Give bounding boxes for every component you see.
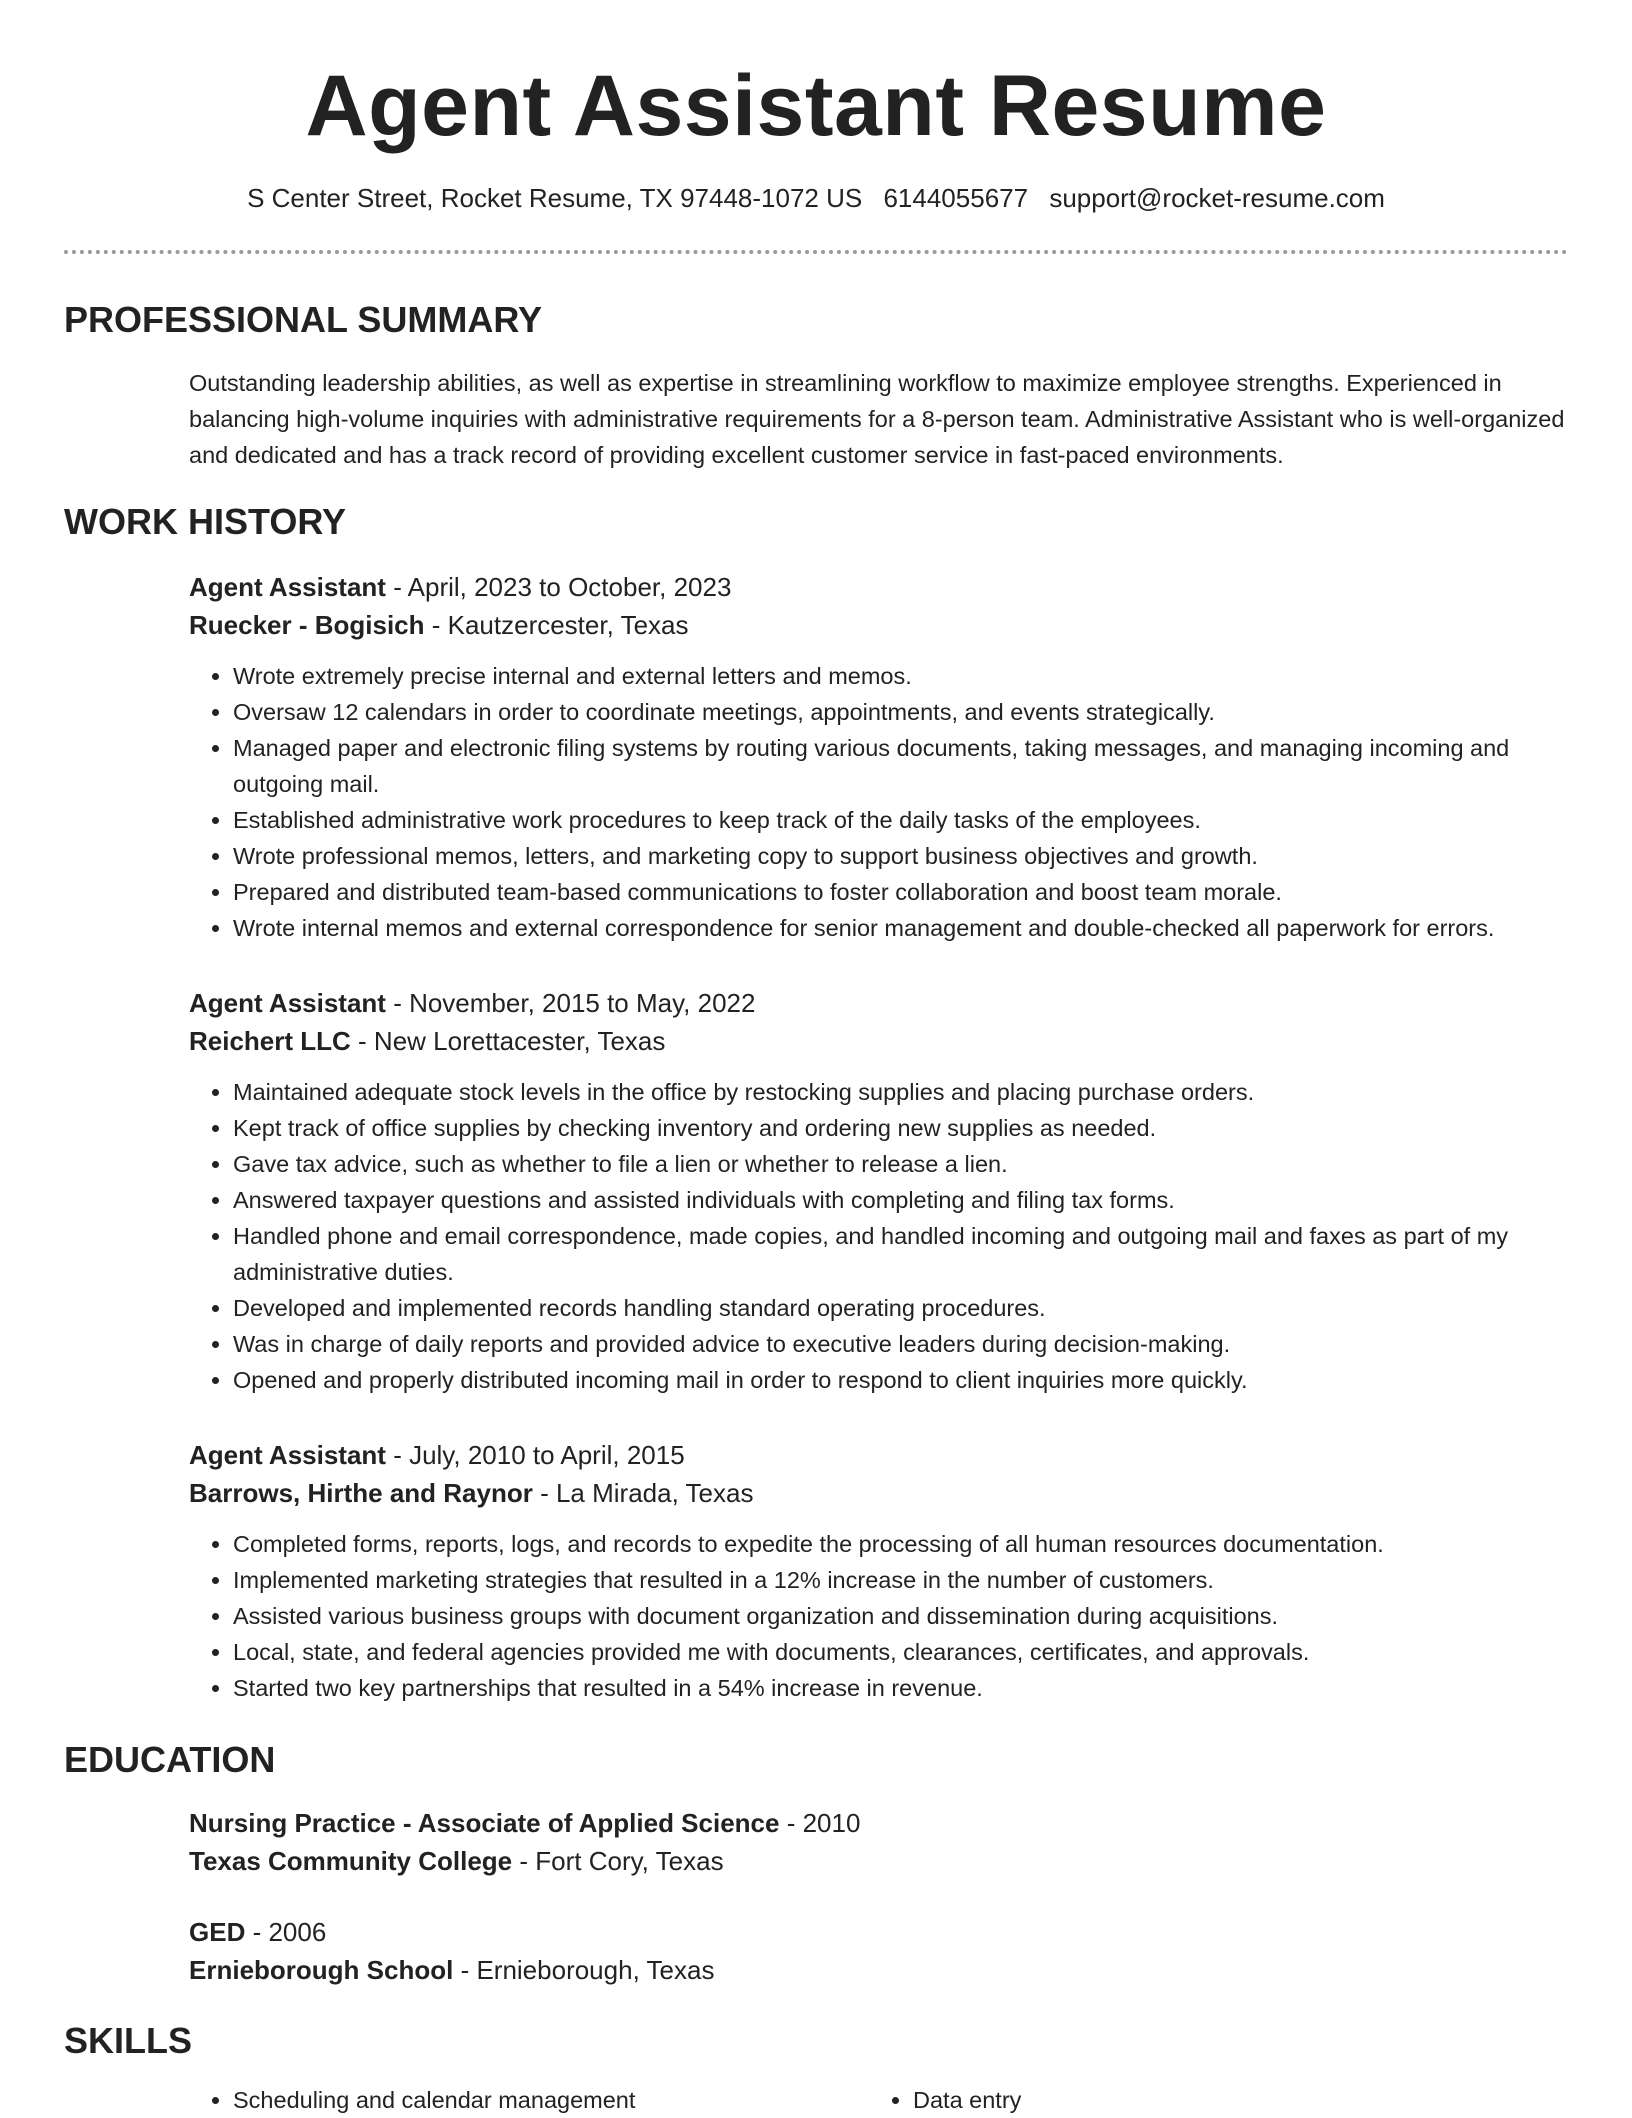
job-title-line [189, 984, 1569, 1022]
section-heading-work: WORK HISTORY [64, 501, 347, 542]
list-item: • Maintained adequate stock levels in the office by restocking supplies and placing purchase orders. [233, 1074, 1569, 1110]
education-location: - Ernieborough, Texas [453, 1955, 715, 1985]
list-item: • Assisted various business groups with document organization and dissemination during acquisitions. [233, 1598, 1569, 1634]
education-degree-line [189, 1913, 1569, 1951]
education-entry [189, 1913, 1569, 1989]
resume-title: Agent Assistant Resume [305, 58, 1327, 154]
contact-address: S Center Street, Rocket Resume, TX 97448-1072 US [247, 183, 863, 213]
list-item: • Data entry [913, 2082, 1553, 2118]
education-degree: GED [189, 1917, 246, 1947]
job-company: Ruecker - Bogisich [189, 610, 425, 640]
list-item: • Established administrative work procedures to keep track of the daily tasks of the employees. [233, 802, 1569, 838]
job-location: - La Mirada, Texas [532, 1478, 754, 1508]
job-entry [189, 984, 1569, 1398]
contact-phone: 6144055677 [883, 183, 1029, 213]
education-degree: Nursing Practice - Associate of Applied Science [189, 1808, 780, 1838]
list-item: • Completed forms, reports, logs, and records to expedite the processing of all human resources documentation. [233, 1526, 1569, 1562]
list-item: • Started two key partnerships that resulted in a 54% increase in revenue. [233, 1670, 1569, 1706]
job-bullets [189, 1074, 1569, 1398]
education-school: Texas Community College [189, 1846, 513, 1876]
education-year: - 2010 [779, 1808, 861, 1838]
education-school-line [189, 1842, 1569, 1880]
summary-text: Outstanding leadership abilities, as well as expertise in streamlining workflow to maximize employee strengths. Experienced in balancing high-volume inquiries with administrative requirements for a 8-person team. Administrative Assistant who is well-organized and dedicated and has a track record of providing excellent customer service in fast-paced environments. [189, 370, 1565, 468]
job-dates: - April, 2023 to October, 2023 [385, 572, 732, 602]
education-entry [189, 1804, 1569, 1880]
list-item: • Implemented marketing strategies that resulted in a 12% increase in the number of customers. [233, 1562, 1569, 1598]
job-company-line [189, 1022, 1569, 1060]
job-dates: - July, 2010 to April, 2015 [385, 1440, 685, 1470]
list-item: • Wrote internal memos and external correspondence for senior management and double-checked all paperwork for errors. [233, 910, 1569, 946]
list-item: • Developed and implemented records handling standard operating procedures. [233, 1290, 1569, 1326]
education-school-line [189, 1951, 1569, 1989]
job-company: Reichert LLC [189, 1026, 351, 1056]
skills-list-right [869, 2082, 1553, 2118]
list-item: • Gave tax advice, such as whether to file a lien or whether to release a lien. [233, 1146, 1569, 1182]
section-heading-skills: SKILLS [64, 2020, 193, 2061]
job-entry [189, 1436, 1569, 1706]
contact-line [0, 180, 1632, 216]
education-degree-line [189, 1804, 1569, 1842]
list-item: • Answered taxpayer questions and assisted individuals with completing and filing tax forms. [233, 1182, 1569, 1218]
job-location: - Kautzercester, Texas [424, 610, 689, 640]
header-divider [64, 250, 1568, 254]
job-bullets [189, 1526, 1569, 1706]
list-item: • Prepared and distributed team-based communications to foster collaboration and boost team morale. [233, 874, 1569, 910]
job-entry [189, 568, 1569, 946]
section-heading-education: EDUCATION [64, 1739, 276, 1780]
list-item: • Kept track of office supplies by checking inventory and ordering new supplies as needed. [233, 1110, 1569, 1146]
job-company-line [189, 1474, 1569, 1512]
education-school: Ernieborough School [189, 1955, 454, 1985]
contact-email: support@rocket-resume.com [1049, 183, 1385, 213]
list-item: • Scheduling and calendar management [233, 2082, 873, 2118]
education-year: - 2006 [245, 1917, 327, 1947]
job-location: - New Lorettacester, Texas [350, 1026, 666, 1056]
job-company-line [189, 606, 1569, 644]
section-heading-summary: PROFESSIONAL SUMMARY [64, 299, 543, 340]
list-item: • Opened and properly distributed incoming mail in order to respond to client inquiries more quickly. [233, 1362, 1569, 1398]
job-company: Barrows, Hirthe and Raynor [189, 1478, 533, 1508]
job-dates: - November, 2015 to May, 2022 [385, 988, 756, 1018]
job-bullets [189, 658, 1569, 946]
job-title-line [189, 1436, 1569, 1474]
job-title: Agent Assistant [189, 572, 386, 602]
list-item: • Was in charge of daily reports and provided advice to executive leaders during decision-making. [233, 1326, 1569, 1362]
list-item: • Local, state, and federal agencies provided me with documents, clearances, certificates, and approvals. [233, 1634, 1569, 1670]
list-item: • Managed paper and electronic filing systems by routing various documents, taking messages, and managing incoming and outgoing mail. [233, 730, 1569, 802]
list-item: • Handled phone and email correspondence, made copies, and handled incoming and outgoing mail and faxes as part of my administrative duties. [233, 1218, 1569, 1290]
job-title: Agent Assistant [189, 1440, 386, 1470]
job-title: Agent Assistant [189, 988, 386, 1018]
list-item: • Wrote extremely precise internal and external letters and memos. [233, 658, 1569, 694]
list-item: • Oversaw 12 calendars in order to coordinate meetings, appointments, and events strategically. [233, 694, 1569, 730]
skills-list-left [189, 2082, 873, 2118]
education-location: - Fort Cory, Texas [512, 1846, 724, 1876]
job-title-line [189, 568, 1569, 606]
list-item: • Wrote professional memos, letters, and marketing copy to support business objectives and growth. [233, 838, 1569, 874]
